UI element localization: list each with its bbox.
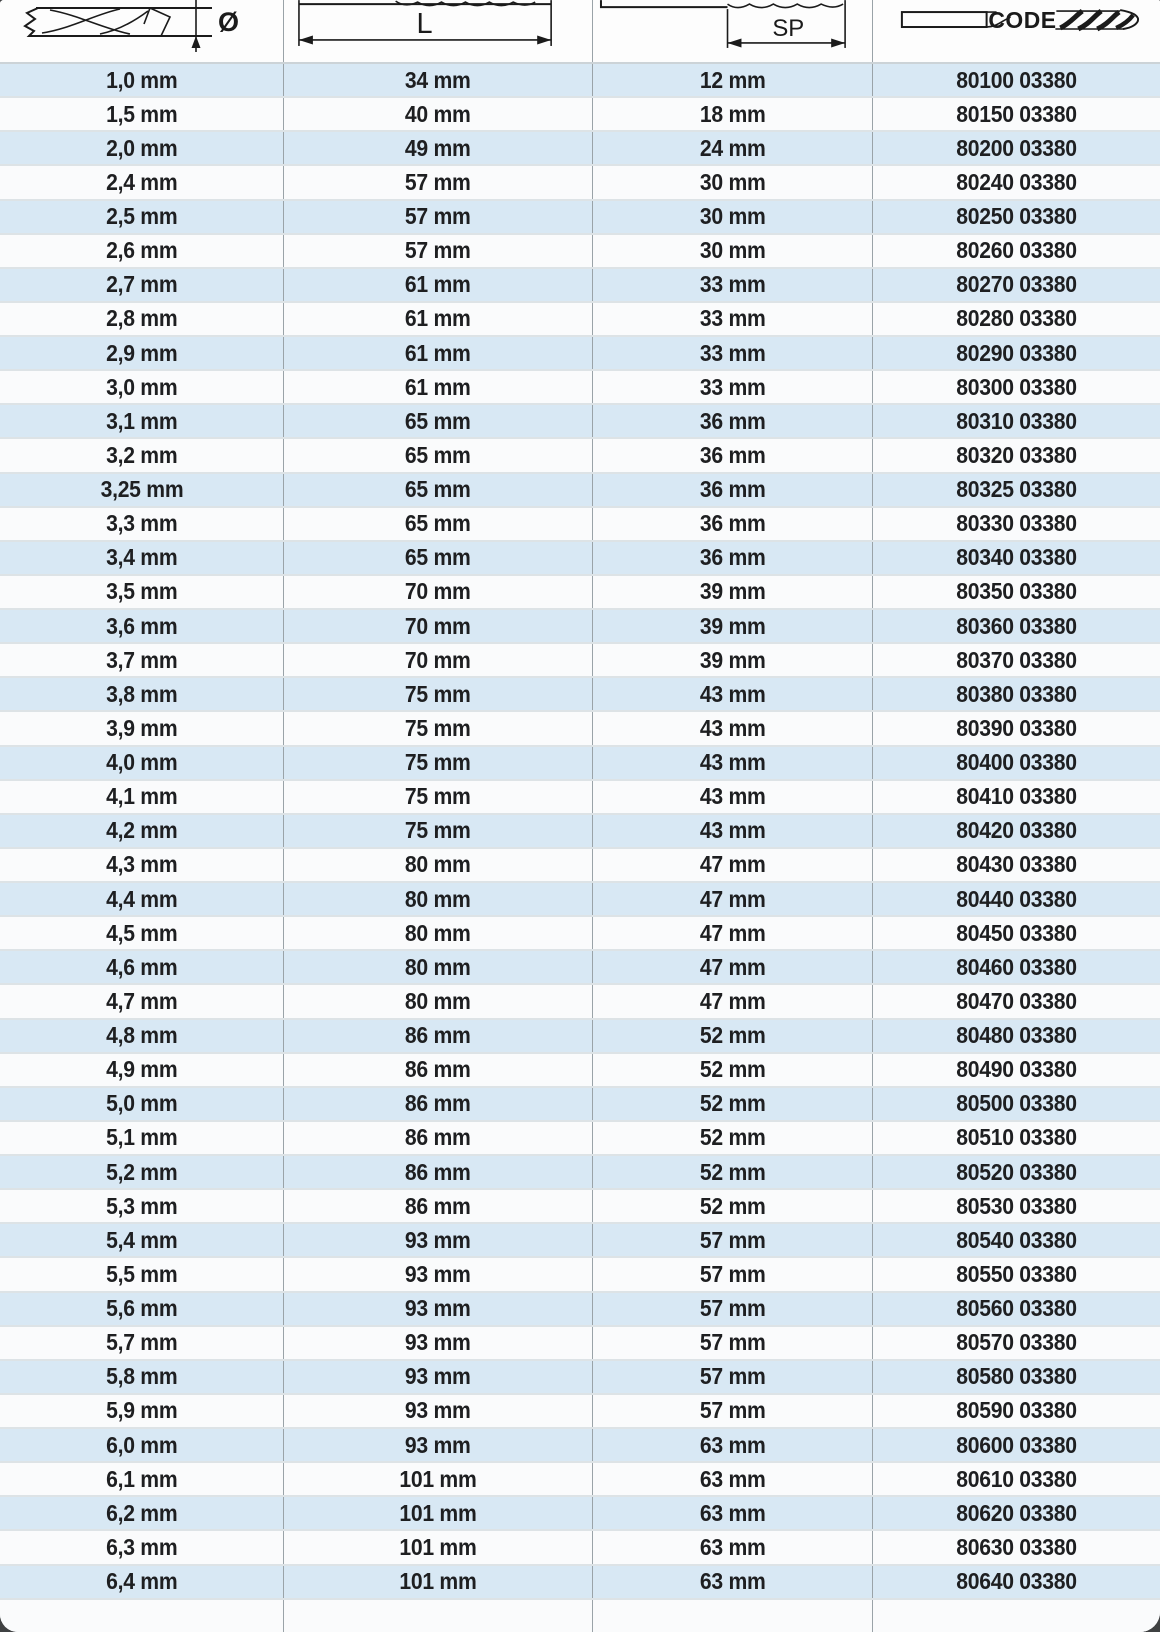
cell-length: 75 mm xyxy=(283,815,592,847)
cell-length: 75 mm xyxy=(283,747,592,779)
table-row xyxy=(0,678,1160,712)
table-row xyxy=(0,610,1160,644)
cell-spiral: 36 mm xyxy=(592,405,872,437)
code-symbol: CODE xyxy=(988,7,1057,34)
cell-length: 34 mm xyxy=(283,64,592,96)
cell-spiral: 47 mm xyxy=(592,883,872,915)
table-row xyxy=(0,951,1160,985)
cell-diameter: 5,6 mm xyxy=(105,1295,178,1322)
table-row xyxy=(0,405,1160,439)
cell-diameter: 5,5 mm xyxy=(105,1260,178,1287)
cell-diameter: 3,5 mm xyxy=(105,578,178,605)
table-row xyxy=(0,303,1160,337)
cell-spiral: 43 mm xyxy=(592,678,872,710)
cell-spiral: 63 mm xyxy=(592,1566,872,1598)
cell-code: 80610 03380 xyxy=(872,1463,1160,1495)
cell-spiral: 57 mm xyxy=(592,1395,872,1427)
cell-code: 80370 03380 xyxy=(872,644,1160,676)
cell-code: 80325 03380 xyxy=(872,474,1160,506)
cell-diameter: 3,4 mm xyxy=(105,544,178,571)
cell-spiral: 63 mm xyxy=(592,1531,872,1563)
spiral-symbol: SP xyxy=(772,14,805,42)
cell-length: 57 mm xyxy=(283,235,592,267)
table-row xyxy=(0,132,1160,166)
cell-diameter: 3,3 mm xyxy=(105,510,178,537)
cell-length: 65 mm xyxy=(283,439,592,471)
cell-diameter: 3,25 mm xyxy=(100,476,183,503)
table-row xyxy=(0,439,1160,473)
cell-diameter: 4,9 mm xyxy=(105,1056,178,1083)
cell-diameter: 3,1 mm xyxy=(105,407,178,434)
cell-length: 86 mm xyxy=(283,1190,592,1222)
cell-length: 93 mm xyxy=(283,1258,592,1290)
table-row xyxy=(0,269,1160,303)
cell-spiral: 52 mm xyxy=(592,1190,872,1222)
cell-spiral: 33 mm xyxy=(592,337,872,369)
cell-spiral: 36 mm xyxy=(592,508,872,540)
cell-spiral: 30 mm xyxy=(592,166,872,198)
table-row xyxy=(0,235,1160,269)
cell-length: 101 mm xyxy=(283,1566,592,1598)
table-row xyxy=(0,1258,1160,1292)
cell-length: 61 mm xyxy=(283,337,592,369)
cell-code: 80300 03380 xyxy=(872,371,1160,403)
cell-diameter: 5,3 mm xyxy=(105,1192,178,1219)
cell-length: 93 mm xyxy=(283,1395,592,1427)
cell-diameter: 5,4 mm xyxy=(105,1226,178,1253)
cell-code: 80520 03380 xyxy=(872,1156,1160,1188)
table-row xyxy=(0,985,1160,1019)
cell-code: 80560 03380 xyxy=(872,1293,1160,1325)
cell-diameter: 2,8 mm xyxy=(105,305,178,332)
cell-diameter: 2,4 mm xyxy=(105,168,178,195)
table-row xyxy=(0,815,1160,849)
table-row xyxy=(0,644,1160,678)
cell-code: 80450 03380 xyxy=(872,917,1160,949)
table-row xyxy=(0,1293,1160,1327)
diameter-symbol: Ø xyxy=(218,7,240,37)
table-row xyxy=(0,508,1160,542)
cell-length: 40 mm xyxy=(283,98,592,130)
cell-spiral: 63 mm xyxy=(592,1497,872,1529)
cell-length: 80 mm xyxy=(283,917,592,949)
length-drill-diagram xyxy=(284,0,592,62)
spec-table-body xyxy=(0,64,1160,1600)
cell-code: 80530 03380 xyxy=(872,1190,1160,1222)
cell-length: 93 mm xyxy=(283,1293,592,1325)
cell-diameter: 1,5 mm xyxy=(105,100,178,127)
cell-length: 49 mm xyxy=(283,132,592,164)
cell-spiral: 47 mm xyxy=(592,951,872,983)
table-row xyxy=(0,474,1160,508)
cell-length: 101 mm xyxy=(283,1531,592,1563)
cell-spiral: 39 mm xyxy=(592,576,872,608)
cell-spiral: 47 mm xyxy=(592,985,872,1017)
cell-diameter: 4,1 mm xyxy=(105,783,178,810)
cell-code: 80280 03380 xyxy=(872,303,1160,335)
cell-code: 80440 03380 xyxy=(872,883,1160,915)
cell-code: 80430 03380 xyxy=(872,849,1160,881)
cell-code: 80290 03380 xyxy=(872,337,1160,369)
table-row xyxy=(0,712,1160,746)
cell-code: 80240 03380 xyxy=(872,166,1160,198)
cell-diameter: 3,8 mm xyxy=(105,680,178,707)
cell-length: 57 mm xyxy=(283,166,592,198)
cell-diameter: 5,0 mm xyxy=(105,1090,178,1117)
cell-diameter: 3,7 mm xyxy=(105,646,178,673)
cell-diameter: 2,6 mm xyxy=(105,237,178,264)
cell-spiral: 33 mm xyxy=(592,303,872,335)
cell-diameter: 3,2 mm xyxy=(105,441,178,468)
cell-diameter: 6,3 mm xyxy=(105,1533,178,1560)
cell-length: 86 mm xyxy=(283,1020,592,1052)
cell-spiral: 43 mm xyxy=(592,747,872,779)
cell-spiral: 57 mm xyxy=(592,1361,872,1393)
cell-diameter: 5,1 mm xyxy=(105,1124,178,1151)
table-row xyxy=(0,1361,1160,1395)
cell-spiral: 43 mm xyxy=(592,712,872,744)
cell-length: 80 mm xyxy=(283,951,592,983)
table-row xyxy=(0,1497,1160,1531)
cell-code: 80330 03380 xyxy=(872,508,1160,540)
cell-spiral: 36 mm xyxy=(592,542,872,574)
cell-spiral: 12 mm xyxy=(592,64,872,96)
header-cell-code xyxy=(872,0,1160,62)
cell-diameter: 4,4 mm xyxy=(105,885,178,912)
cell-spiral: 36 mm xyxy=(592,474,872,506)
cell-diameter: 4,2 mm xyxy=(105,817,178,844)
table-row xyxy=(0,542,1160,576)
table-row xyxy=(0,1156,1160,1190)
cell-spiral: 57 mm xyxy=(592,1293,872,1325)
table-row xyxy=(0,1190,1160,1224)
cell-length: 101 mm xyxy=(283,1497,592,1529)
cell-spiral: 57 mm xyxy=(592,1258,872,1290)
cell-code: 80500 03380 xyxy=(872,1088,1160,1120)
spiral-drill-diagram xyxy=(593,0,872,62)
cell-spiral: 63 mm xyxy=(592,1463,872,1495)
table-row xyxy=(0,1327,1160,1361)
code-drill-diagram xyxy=(873,0,1160,62)
table-row xyxy=(0,98,1160,132)
cell-length: 75 mm xyxy=(283,712,592,744)
table-row xyxy=(0,1054,1160,1088)
cell-spiral: 57 mm xyxy=(592,1224,872,1256)
cell-length: 86 mm xyxy=(283,1156,592,1188)
cell-code: 80320 03380 xyxy=(872,439,1160,471)
table-row xyxy=(0,1122,1160,1156)
table-row xyxy=(0,1224,1160,1258)
cell-code: 80570 03380 xyxy=(872,1327,1160,1359)
cell-code: 80620 03380 xyxy=(872,1497,1160,1529)
cell-length: 61 mm xyxy=(283,371,592,403)
cell-code: 80100 03380 xyxy=(872,64,1160,96)
cell-diameter: 2,7 mm xyxy=(105,271,178,298)
cell-code: 80270 03380 xyxy=(872,269,1160,301)
cell-length: 65 mm xyxy=(283,474,592,506)
cell-diameter: 6,1 mm xyxy=(105,1465,178,1492)
cell-length: 70 mm xyxy=(283,610,592,642)
cell-code: 80250 03380 xyxy=(872,201,1160,233)
cell-code: 80360 03380 xyxy=(872,610,1160,642)
table-row xyxy=(0,917,1160,951)
cell-code: 80580 03380 xyxy=(872,1361,1160,1393)
cell-diameter: 4,7 mm xyxy=(105,987,178,1014)
cell-spiral: 18 mm xyxy=(592,98,872,130)
table-row xyxy=(0,371,1160,405)
cell-length: 75 mm xyxy=(283,781,592,813)
cell-diameter: 3,6 mm xyxy=(105,612,178,639)
cell-length: 101 mm xyxy=(283,1463,592,1495)
cell-spiral: 30 mm xyxy=(592,201,872,233)
cell-spiral: 52 mm xyxy=(592,1088,872,1120)
cell-length: 57 mm xyxy=(283,201,592,233)
cell-length: 70 mm xyxy=(283,576,592,608)
cell-diameter: 1,0 mm xyxy=(105,66,178,93)
header-cell-length xyxy=(283,0,592,62)
cell-diameter: 4,0 mm xyxy=(105,749,178,776)
cell-code: 80600 03380 xyxy=(872,1429,1160,1461)
table-row xyxy=(0,1566,1160,1600)
cell-code: 80400 03380 xyxy=(872,747,1160,779)
cell-code: 80350 03380 xyxy=(872,576,1160,608)
cell-code: 80640 03380 xyxy=(872,1566,1160,1598)
cell-code: 80340 03380 xyxy=(872,542,1160,574)
table-row xyxy=(0,1088,1160,1122)
cell-spiral: 47 mm xyxy=(592,849,872,881)
partial-row xyxy=(0,1600,1160,1632)
header-cell-spiral xyxy=(592,0,872,62)
cell-spiral: 52 mm xyxy=(592,1020,872,1052)
cell-code: 80310 03380 xyxy=(872,405,1160,437)
cell-code: 80460 03380 xyxy=(872,951,1160,983)
cell-length: 61 mm xyxy=(283,303,592,335)
cell-length: 65 mm xyxy=(283,508,592,540)
cell-code: 80490 03380 xyxy=(872,1054,1160,1086)
table-row xyxy=(0,1531,1160,1565)
cell-diameter: 6,4 mm xyxy=(105,1568,178,1595)
table-row xyxy=(0,883,1160,917)
cell-spiral: 43 mm xyxy=(592,781,872,813)
cell-spiral: 36 mm xyxy=(592,439,872,471)
cell-diameter: 5,8 mm xyxy=(105,1363,178,1390)
cell-code: 80390 03380 xyxy=(872,712,1160,744)
cell-diameter: 5,9 mm xyxy=(105,1397,178,1424)
length-symbol: L xyxy=(416,7,433,40)
cell-length: 93 mm xyxy=(283,1429,592,1461)
cell-code: 80380 03380 xyxy=(872,678,1160,710)
cell-diameter: 6,2 mm xyxy=(105,1499,178,1526)
cell-code: 80630 03380 xyxy=(872,1531,1160,1563)
cell-diameter: 4,6 mm xyxy=(105,953,178,980)
cell-spiral: 39 mm xyxy=(592,610,872,642)
table-row xyxy=(0,1429,1160,1463)
table-row xyxy=(0,849,1160,883)
table-row xyxy=(0,1395,1160,1429)
table-row xyxy=(0,747,1160,781)
cell-length: 65 mm xyxy=(283,542,592,574)
cell-spiral: 30 mm xyxy=(592,235,872,267)
cell-length: 86 mm xyxy=(283,1054,592,1086)
cell-length: 70 mm xyxy=(283,644,592,676)
cell-length: 80 mm xyxy=(283,849,592,881)
cell-diameter: 5,7 mm xyxy=(105,1329,178,1356)
cell-length: 93 mm xyxy=(283,1327,592,1359)
cell-diameter: 4,8 mm xyxy=(105,1022,178,1049)
cell-code: 80470 03380 xyxy=(872,985,1160,1017)
cell-length: 86 mm xyxy=(283,1088,592,1120)
table-row xyxy=(0,64,1160,98)
cell-diameter: 3,9 mm xyxy=(105,714,178,741)
cell-diameter: 4,5 mm xyxy=(105,919,178,946)
cell-code: 80420 03380 xyxy=(872,815,1160,847)
cell-diameter: 2,0 mm xyxy=(105,134,178,161)
cell-diameter: 2,5 mm xyxy=(105,203,178,230)
cell-spiral: 57 mm xyxy=(592,1327,872,1359)
cell-code: 80590 03380 xyxy=(872,1395,1160,1427)
cell-length: 75 mm xyxy=(283,678,592,710)
cell-diameter: 2,9 mm xyxy=(105,339,178,366)
cell-length: 80 mm xyxy=(283,985,592,1017)
cell-code: 80480 03380 xyxy=(872,1020,1160,1052)
table-row xyxy=(0,576,1160,610)
cell-diameter: 6,0 mm xyxy=(105,1431,178,1458)
cell-diameter: 3,0 mm xyxy=(105,373,178,400)
header-cell-diameter xyxy=(0,0,283,62)
cell-code: 80200 03380 xyxy=(872,132,1160,164)
cell-code: 80540 03380 xyxy=(872,1224,1160,1256)
cell-spiral: 33 mm xyxy=(592,269,872,301)
cell-code: 80150 03380 xyxy=(872,98,1160,130)
table-row xyxy=(0,166,1160,200)
cell-spiral: 43 mm xyxy=(592,815,872,847)
cell-code: 80550 03380 xyxy=(872,1258,1160,1290)
table-row xyxy=(0,337,1160,371)
cell-spiral: 24 mm xyxy=(592,132,872,164)
table-row xyxy=(0,201,1160,235)
cell-length: 80 mm xyxy=(283,883,592,915)
cell-spiral: 52 mm xyxy=(592,1054,872,1086)
table-row xyxy=(0,1463,1160,1497)
cell-length: 93 mm xyxy=(283,1361,592,1393)
diameter-drill-diagram xyxy=(0,0,283,62)
cell-code: 80410 03380 xyxy=(872,781,1160,813)
table-row xyxy=(0,1020,1160,1054)
cell-spiral: 33 mm xyxy=(592,371,872,403)
cell-spiral: 39 mm xyxy=(592,644,872,676)
table-row xyxy=(0,781,1160,815)
cell-diameter: 5,2 mm xyxy=(105,1158,178,1185)
table-header-row xyxy=(0,0,1160,64)
cell-code: 80260 03380 xyxy=(872,235,1160,267)
cell-spiral: 52 mm xyxy=(592,1156,872,1188)
cell-spiral: 52 mm xyxy=(592,1122,872,1154)
cell-code: 80510 03380 xyxy=(872,1122,1160,1154)
cell-length: 93 mm xyxy=(283,1224,592,1256)
cell-length: 65 mm xyxy=(283,405,592,437)
cell-diameter: 4,3 mm xyxy=(105,851,178,878)
cell-length: 86 mm xyxy=(283,1122,592,1154)
cell-spiral: 47 mm xyxy=(592,917,872,949)
cell-spiral: 63 mm xyxy=(592,1429,872,1461)
cell-length: 61 mm xyxy=(283,269,592,301)
